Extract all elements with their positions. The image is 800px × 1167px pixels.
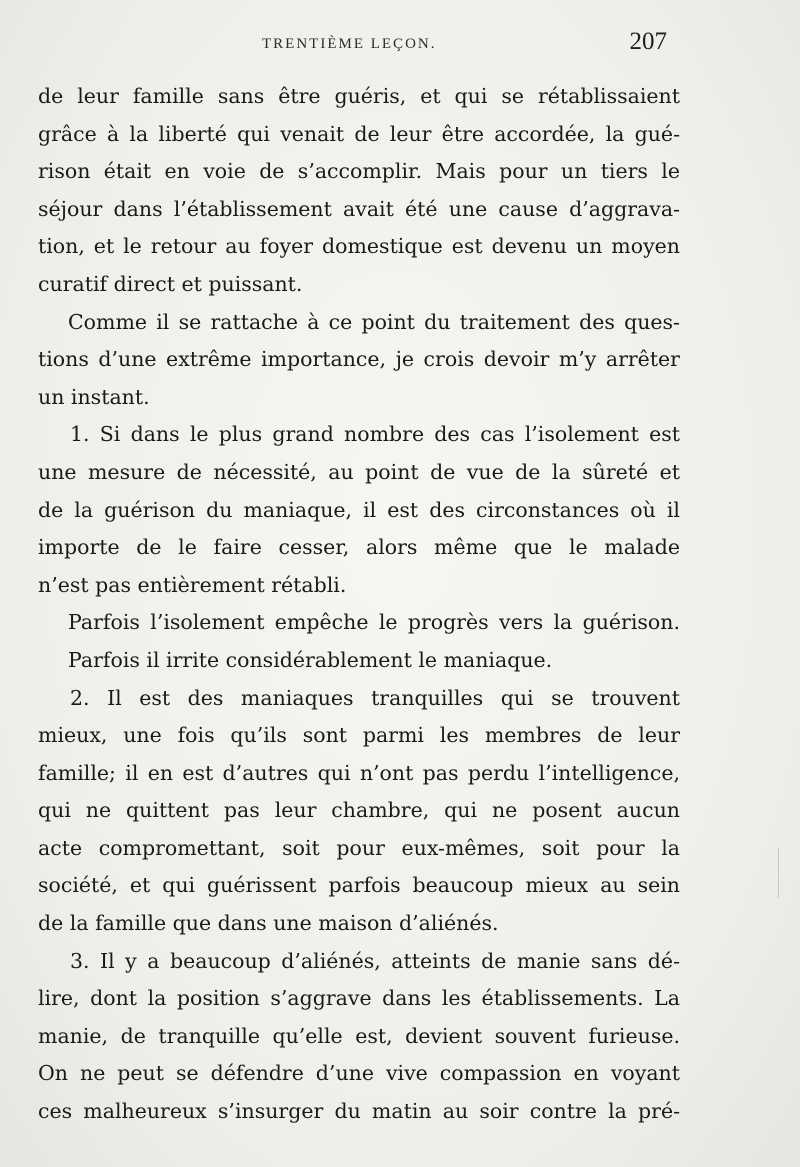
- body-text: [38, 78, 680, 1131]
- text-line: tion, et le retour au foyer domestique est devenu un moyen: [38, 234, 680, 259]
- page-number: 207: [629, 28, 667, 55]
- text-line: une mesure de nécessité, au point de vue de la sûreté et: [38, 459, 680, 484]
- text-line: manie, de tranquille qu’elle est, devient souvent furieuse.: [38, 1023, 680, 1048]
- text-line: de leur famille sans être guéris, et qui se rétablissaient: [38, 84, 680, 108]
- text-line: de la famille que dans une maison d’aliénés.: [38, 911, 499, 936]
- text-line: mieux, une fois qu’ils sont parmi les membres de leur: [38, 723, 680, 748]
- text-line: 1. Si dans le plus grand nombre des cas l’isolement est: [70, 422, 680, 447]
- text-line: séjour dans l’établissement avait été une cause d’aggrava-: [38, 196, 680, 221]
- text-line: ces malheureux s’insurger du matin au soir contre la pré-: [38, 1099, 680, 1124]
- text-line: curatif direct et puissant.: [38, 271, 303, 296]
- text-line: un instant.: [38, 384, 150, 409]
- text-line: importe de le faire cesser, alors même que le malade: [38, 535, 680, 560]
- text-line: famille; il en est d’autres qui n’ont pas perdu l’intelligence,: [38, 760, 680, 785]
- text-line: On ne peut se défendre d’une vive compassion en voyant: [38, 1061, 680, 1086]
- text-line: lire, dont la position s’aggrave dans les établissements. La: [38, 986, 680, 1011]
- text-line: société, et qui guérissent parfois beaucoup mieux au sein: [38, 873, 680, 898]
- text-line: tions d’une extrême importance, je crois devoir m’y arrêter: [38, 347, 680, 372]
- margin-mark: [778, 848, 779, 898]
- text-line: n’est pas entièrement rétabli.: [38, 572, 347, 597]
- text-line: Parfois l’isolement empêche le progrès vers la guérison.: [68, 610, 680, 635]
- text-line: 3. Il y a beaucoup d’aliénés, atteints de manie sans dé-: [70, 948, 680, 973]
- running-title: TRENTIÈME LEÇON.: [262, 36, 437, 52]
- text-line: grâce à la liberté qui venait de leur être accordée, la gué-: [38, 121, 680, 146]
- text-line: rison était en voie de s’accomplir. Mais pour un tiers le: [38, 159, 680, 184]
- text-line: Parfois il irrite considérablement le maniaque.: [68, 647, 553, 672]
- text-line: qui ne quittent pas leur chambre, qui ne posent aucun: [38, 798, 680, 823]
- text-line: de la guérison du maniaque, il est des circonstances où il: [38, 497, 680, 522]
- text-line: 2. Il est des maniaques tranquilles qui se trouvent: [70, 685, 680, 710]
- text-line: Comme il se rattache à ce point du traitement des ques-: [68, 309, 680, 334]
- text-line: acte compromettant, soit pour eux-mêmes, soit pour la: [38, 835, 680, 860]
